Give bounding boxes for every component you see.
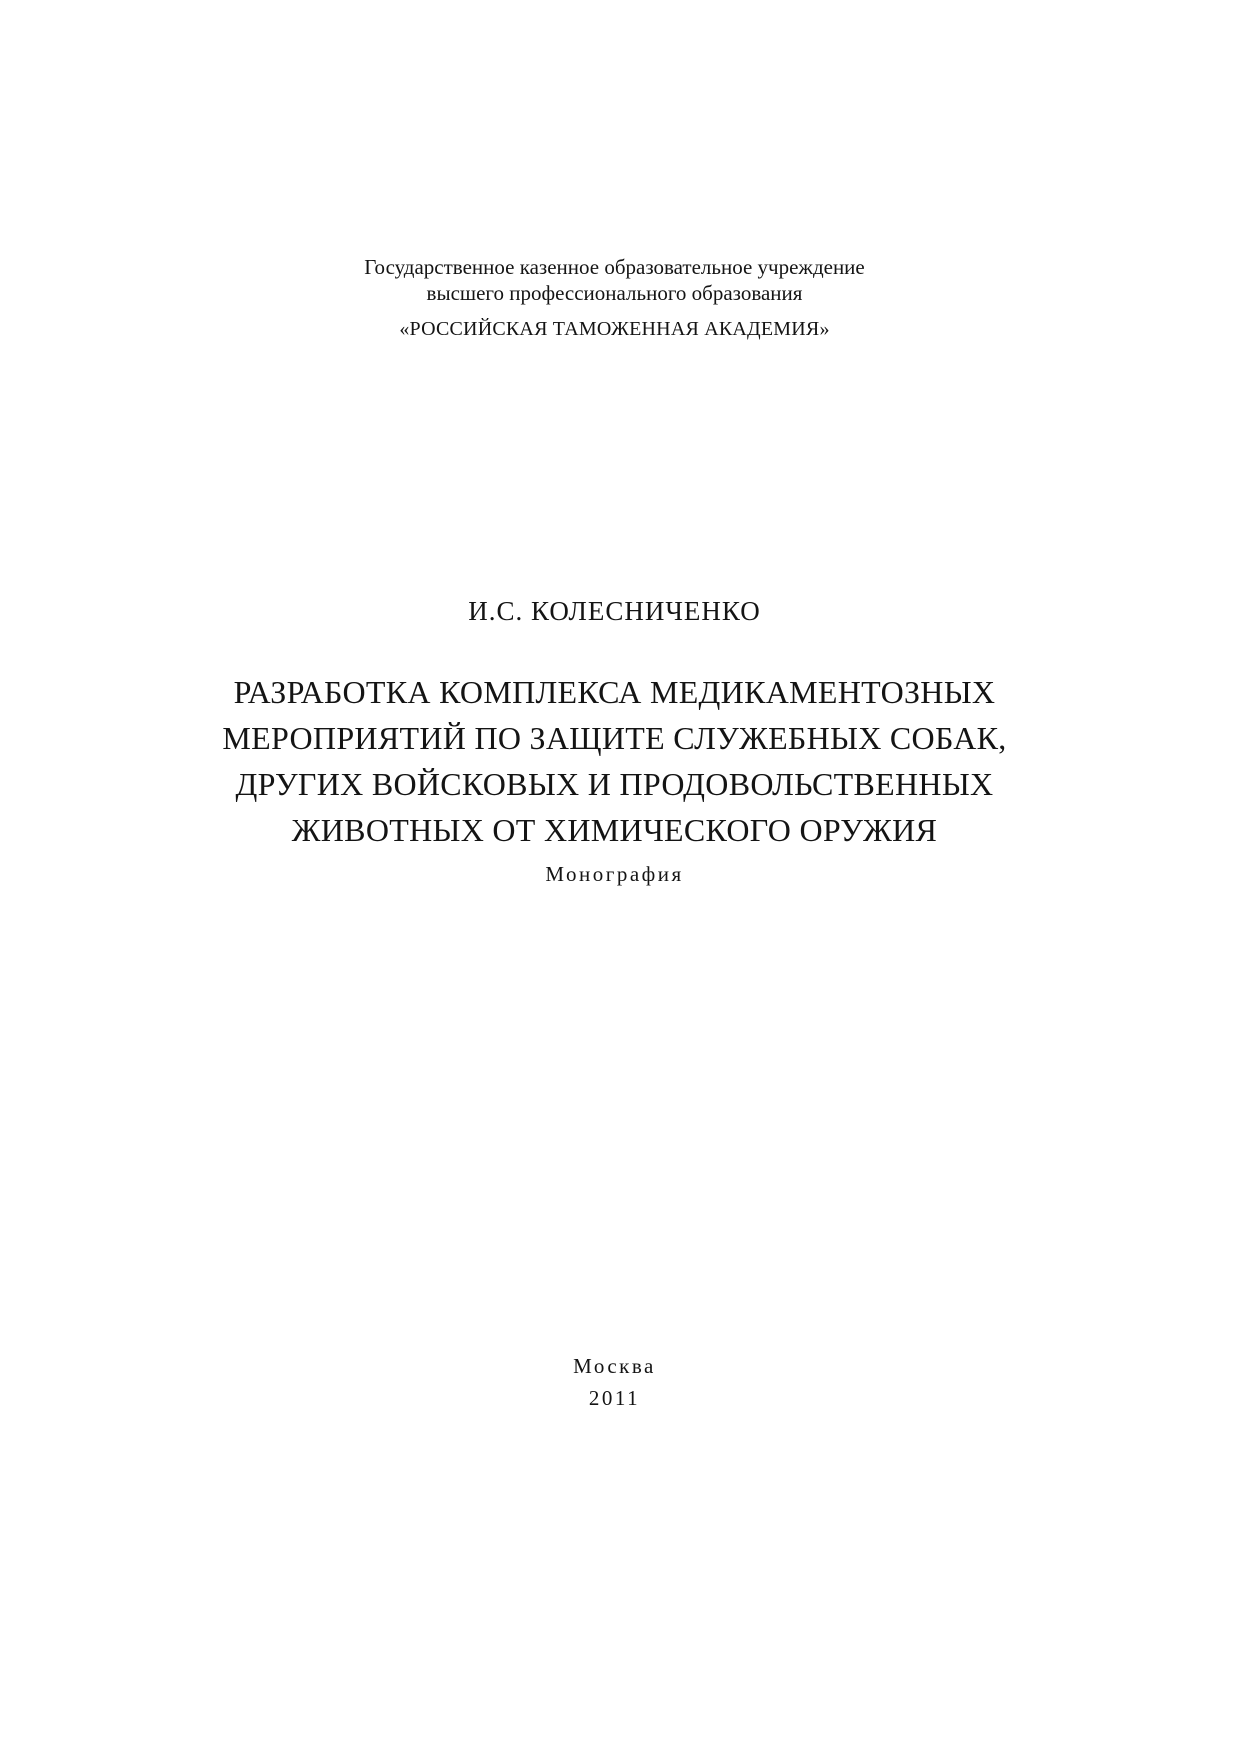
publication-type: Монография [545,862,684,886]
institution-line-2: высшего профессионального образования [426,281,803,305]
book-title-line-2: МЕРОПРИЯТИЙ ПО ЗАЩИТЕ СЛУЖЕБНЫХ СОБАК, [222,720,1007,756]
publication-city: Москва [573,1354,656,1378]
institution-header [0,254,1229,342]
publication-year: 2011 [588,1386,641,1410]
institution-name: «РОССИЙСКАЯ ТАМОЖЕННАЯ АКАДЕМИЯ» [399,318,830,340]
book-title [0,669,1229,853]
book-title-line-1: РАЗРАБОТКА КОМПЛЕКСА МЕДИКАМЕНТОЗНЫХ [233,674,996,710]
book-title-line-3: ДРУГИХ ВОЙСКОВЫХ И ПРОДОВОЛЬСТВЕННЫХ [235,766,994,802]
book-title-line-4: ЖИВОТНЫХ ОТ ХИМИЧЕСКОГО ОРУЖИЯ [291,812,938,848]
institution-line-1: Государственное казенное образовательное учреждение [364,255,865,279]
author-name: И.С. КОЛЕСНИЧЕНКО [468,596,761,626]
